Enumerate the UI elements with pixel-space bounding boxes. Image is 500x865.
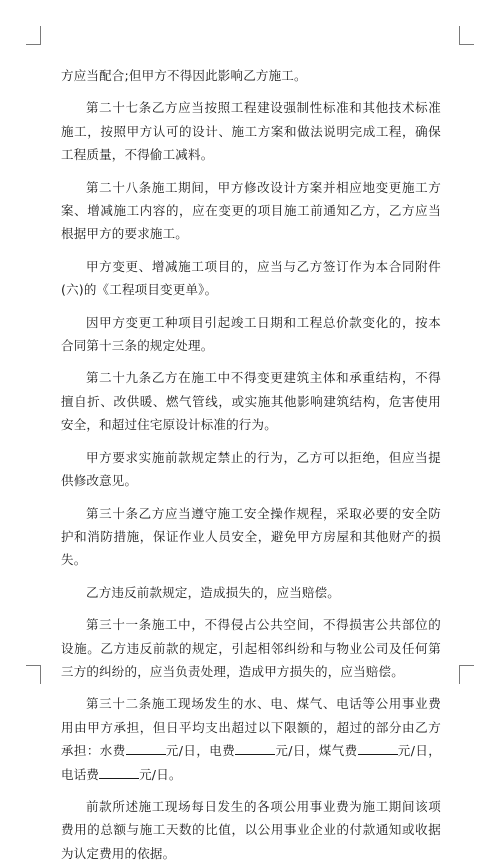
paragraph-article-32 (61, 692, 441, 786)
utility-clause-intro: 第三十二条施工现场发生的水、电、煤气、电话等公用事业费用由甲方承担，但日平均支出超过以下限额的，超过的部分由乙方承担：水费 (61, 696, 441, 759)
utility-unit-3: 元/日，电话费 (61, 743, 441, 782)
paragraph-article-27: 第二十七条乙方应当按照工程建设强制性标准和其他技术标准施工，按照甲方认可的设计、施工方案和做法说明完成工程，确保工程质量，不得偷工减料。 (61, 100, 441, 163)
paragraph-fee-calculation: 前款所述施工现场每日发生的各项公用事业费为施工期间该项费用的总额与施工天数的比值，以公用事业企业的付款通知或收据为认定费用的依据。 (61, 798, 441, 861)
utility-unit-2: 元/日，煤气费 (275, 743, 358, 759)
paragraph-compensation: 乙方违反前款规定，造成损失的，应当赔偿。 (86, 584, 341, 600)
utility-unit-1: 元/日，电费 (165, 743, 236, 759)
crop-mark-top-right (459, 26, 474, 45)
paragraph-article-28: 第二十八条施工期间，甲方修改设计方案并相应地变更施工方案、增减施工内容的，应在变更的项目施工前通知乙方，乙方应当根据甲方的要求施工。 (61, 179, 441, 242)
crop-mark-bottom-right (459, 665, 474, 684)
crop-mark-bottom-left (26, 665, 41, 684)
paragraph-change-impact: 因甲方变更工种项目引起竣工日期和工程总价款变化的，按本合同第十三条的规定处理。 (61, 314, 441, 354)
water-fee-blank[interactable] (126, 742, 166, 755)
paragraph-article-29: 第二十九条乙方在施工中不得变更建筑主体和承重结构，不得擅自折、改供暖、燃气管线，或实施其他影响建筑结构，危害使用安全，和超过住宅原设计标准的行为。 (61, 370, 441, 433)
crop-mark-top-left (26, 26, 41, 45)
gas-fee-blank[interactable] (358, 742, 398, 755)
paragraph-article-30: 第三十条乙方应当遵守施工安全操作规程，采取必要的安全防护和消防措施，保证作业人员安全，避免甲方房屋和其他财产的损失。 (61, 505, 441, 568)
document-body (61, 64, 441, 865)
paragraph-refusal: 甲方要求实施前款规定禁止的行为，乙方可以拒绝，但应当提供修改意见。 (61, 449, 441, 489)
electricity-fee-blank[interactable] (235, 742, 275, 755)
utility-unit-4: 元/日。 (139, 766, 182, 782)
paragraph-article-31: 第三十一条施工中，不得侵占公共空间，不得损害公共部位的设施。乙方违反前款的规定，引起相邻纠纷和与物业公司及任何第三方的纠纷的，应当负责处理，造成甲方损失的，应当赔偿。 (61, 617, 441, 679)
phone-fee-blank[interactable] (99, 766, 139, 779)
paragraph-continuation: 方应当配合;但甲方不得因此影响乙方施工。 (61, 68, 307, 83)
paragraph-change-order: 甲方变更、增减施工项目的，应当与乙方签订作为本合同附件(六)的《工程项目变更单》。 (61, 258, 441, 298)
